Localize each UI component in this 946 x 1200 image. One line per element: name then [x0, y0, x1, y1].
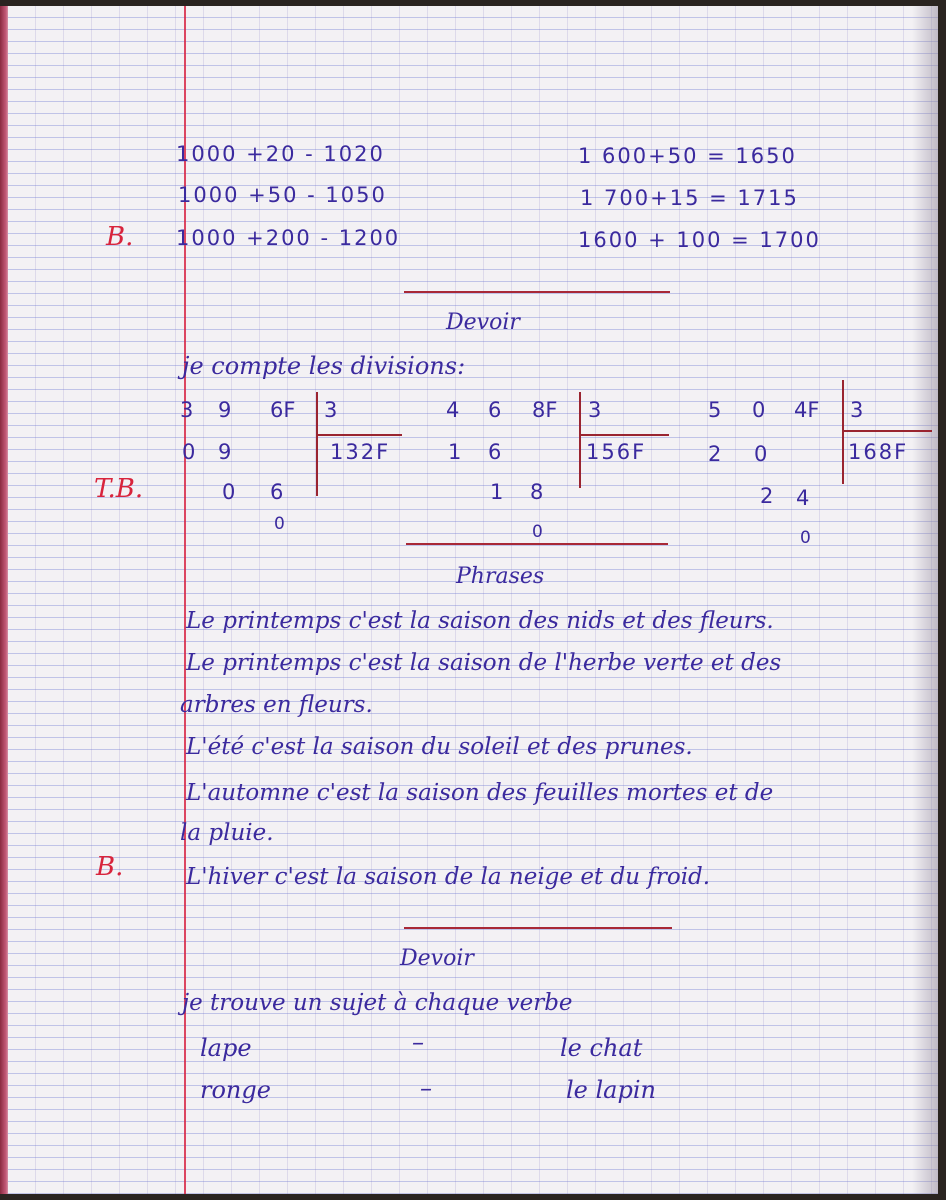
- devoir-instruction-2: je trouve un sujet à chaque verbe: [182, 990, 573, 1016]
- devoir-instruction-1: je compte les divisions:: [182, 352, 466, 380]
- division-2-dividend-1: 4: [446, 398, 460, 422]
- phrases-title: Phrases: [456, 564, 545, 589]
- division-2-step-1a: 1: [448, 440, 462, 464]
- addition-right-2: 1 700+15 = 1715: [580, 186, 799, 210]
- division-1-quotient: 132F: [330, 440, 391, 464]
- division-1-dividend-3: 6F: [270, 398, 296, 422]
- division-3-dividend-1: 5: [708, 398, 722, 422]
- page-fold-shadow: [912, 6, 938, 1194]
- division-3-remainder: 0: [800, 528, 811, 548]
- division-3-quotient: 168F: [848, 440, 909, 464]
- pair-2-dash: –: [420, 1074, 432, 1102]
- phrase-line-7: L'hiver c'est la saison de la neige et du froid.: [186, 864, 711, 890]
- addition-left-2: 1000 +50 - 1050: [178, 183, 387, 207]
- division-2-dividend-3: 8F: [532, 398, 558, 422]
- division-2-step-2a: 1: [490, 480, 504, 504]
- grade-mark-divisions: T.B.: [94, 474, 144, 504]
- division-3-divisor: 3: [850, 398, 864, 422]
- phrase-line-2: Le printemps c'est la saison de l'herbe verte et des: [186, 650, 782, 676]
- division-3-dividend-2: 0: [752, 398, 766, 422]
- division-2-divisor: 3: [588, 398, 602, 422]
- division-1-step-2b: 6: [270, 480, 284, 504]
- phrase-line-4: L'été c'est la saison du soleil et des prunes.: [186, 734, 693, 760]
- division-1-step-2a: 0: [222, 480, 236, 504]
- division-1-divisor: 3: [324, 398, 338, 422]
- addition-right-3: 1600 + 100 = 1700: [578, 228, 821, 252]
- division-2-bracket-horizontal: [579, 434, 669, 436]
- division-2-step-1b: 6: [488, 440, 502, 464]
- subject-1: le chat: [560, 1034, 643, 1062]
- division-3-dividend-3: 4F: [794, 398, 820, 422]
- division-3-bracket-horizontal: [842, 430, 932, 432]
- phrase-line-5: L'automne c'est la saison des feuilles mortes et de: [186, 780, 774, 806]
- division-3-step-1b: 0: [754, 442, 768, 466]
- phrase-line-3: arbres en fleurs.: [180, 692, 373, 718]
- division-2-step-2b: 8: [530, 480, 544, 504]
- phrase-line-6: la pluie.: [180, 820, 274, 846]
- devoir-title-2: Devoir: [400, 946, 474, 971]
- grade-mark-phrases: B.: [96, 852, 124, 882]
- division-1-dividend-2: 9: [218, 398, 232, 422]
- verb-1: lape: [200, 1034, 252, 1062]
- verb-2: ronge: [200, 1076, 271, 1104]
- phrase-line-1: Le printemps c'est la saison des nids et des fleurs.: [186, 608, 774, 634]
- addition-left-3: 1000 +200 - 1200: [176, 226, 401, 250]
- division-1-bracket-horizontal: [316, 434, 402, 436]
- division-2-bracket-vertical: [579, 392, 581, 488]
- section-separator-3: [404, 927, 672, 929]
- division-1-dividend-1: 3: [180, 398, 194, 422]
- subject-2: le lapin: [566, 1076, 656, 1104]
- division-1-step-1a: 0: [182, 440, 196, 464]
- division-1-remainder: 0: [274, 514, 285, 534]
- division-3-bracket-vertical: [842, 380, 844, 484]
- division-3-step-2b: 4: [796, 486, 810, 510]
- section-separator-2: [406, 543, 668, 545]
- devoir-title-1: Devoir: [446, 310, 520, 335]
- section-separator-1: [404, 291, 670, 293]
- division-2-dividend-2: 6: [488, 398, 502, 422]
- addition-left-1: 1000 +20 - 1020: [176, 142, 385, 166]
- pair-1-dash: –: [412, 1028, 424, 1056]
- division-2-quotient: 156F: [586, 440, 647, 464]
- division-1-step-1b: 9: [218, 440, 232, 464]
- division-3-step-2a: 2: [760, 484, 774, 508]
- grade-mark-additions: B.: [106, 222, 134, 252]
- division-1-bracket-vertical: [316, 392, 318, 496]
- addition-right-1: 1 600+50 = 1650: [578, 144, 797, 168]
- division-3-step-1a: 2: [708, 442, 722, 466]
- division-2-remainder: 0: [532, 522, 543, 542]
